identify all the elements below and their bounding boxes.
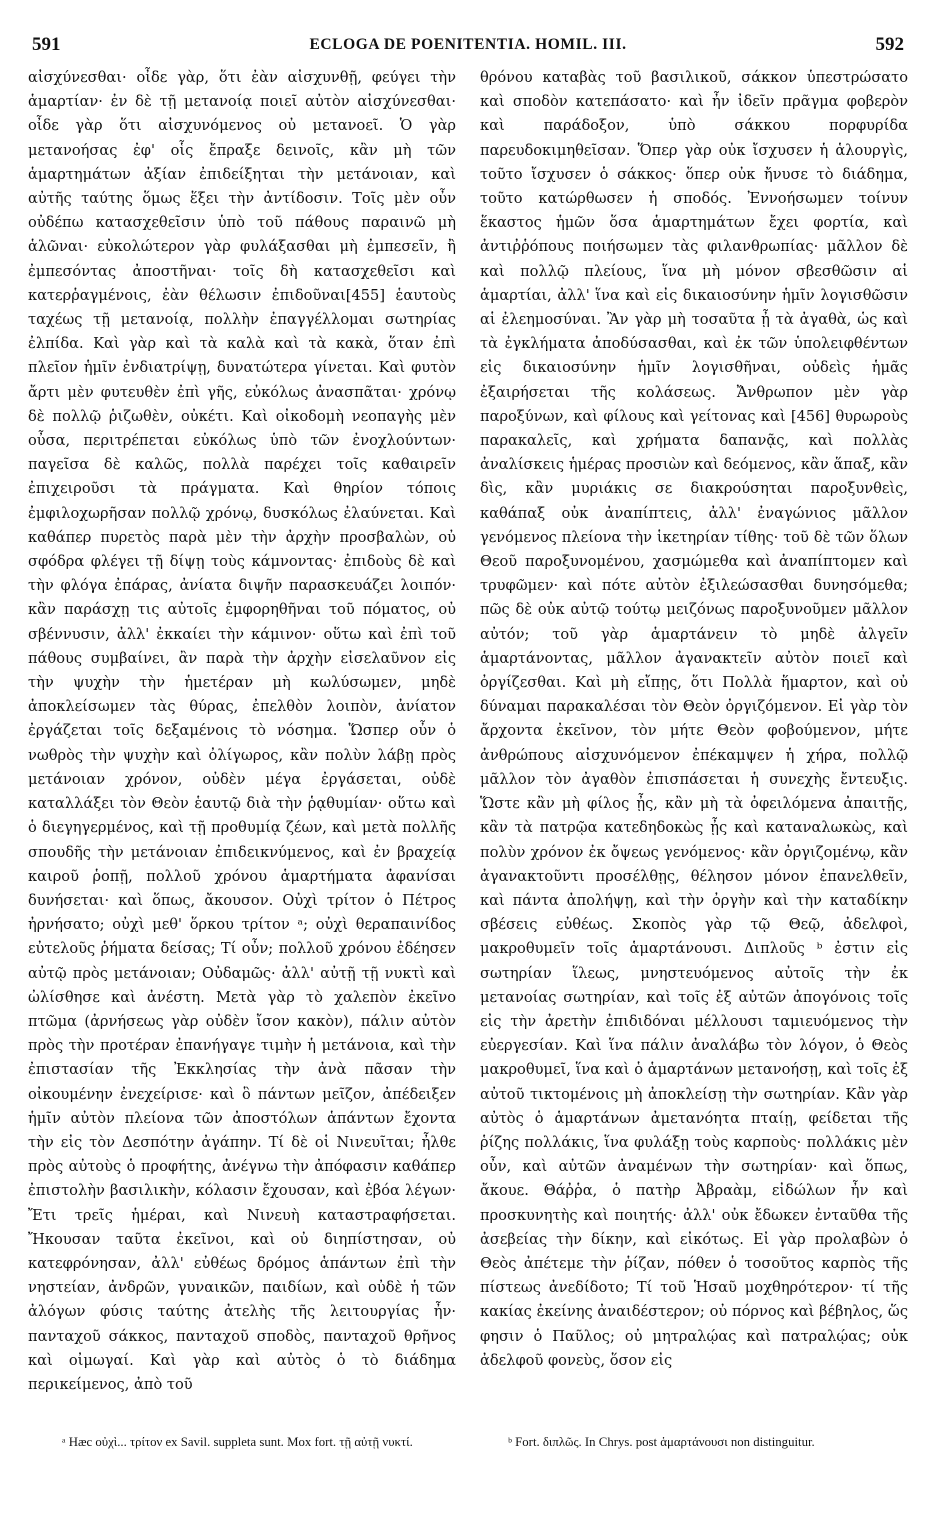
left-column-text: αἰσχύνεσθαι· οἶδε γὰρ, ὅτι ἐὰν αἰσχυνθῇ, φεύγει τὴν ἁμαρτίαν· ἐν δὲ τῇ μετανοίᾳ ποιεῖ αὐτὸν αἰσχύνεσθαι· οἶδε γὰρ ὅτι αἰσχυνόμενος οὐ μετανοεῖ. Ὁ γὰρ μετανοήσας ἐφ' οἷς ἔπραξε δεινοῖς, κἂν μὴ τῶν ἁμαρτημάτων ἀξίαν ἐπιδείξηται τὴν μετάνοιαν, καὶ αὐτῆς ταύτης ὅμως ἕξει τὴν ἀντίδοσιν. Τοῖς μὲν οὖν οὐδέπω κατασχεθεῖσιν ὑπὸ τοῦ πάθους παραινῶ μὴ ἁλῶναι· εὐκολώτερον γὰρ φυλάξασθαι μὴ ἐμπεσεῖν, ἢ ἐμπεσόντας ἀποστῆναι· τοῖς δὴ κατασχεθεῖσι καὶ κατερῥαγμένοις, ἐὰν θέλωσιν ἐπιδοῦναι[455] ἑαυτοὺς ταχέως τῇ μετανοίᾳ, πολλὴν ἐπαγγέλλομαι σωτηρίας ἐλπίδα. Καὶ γὰρ καὶ τὰ καλὰ καὶ τὰ κακὰ, ὅταν ἐπὶ πλεῖον ἡμῖν ἐνδιατρίψῃ, δυνατώτερα γίνεται. Καὶ φυτὸν ἄρτι μὲν φυτευθὲν ἐπὶ γῆς, εὐκόλως ἀνασπᾶται· χρόνῳ δὲ πολλῷ ῥιζωθὲν, οὐκέτι. Καὶ οἰκοδομὴ νεοπαγὴς μὲν οὖσα, περιτρέπεται εὐκόλως ὑπὸ τῶν ἐνοχλούντων· παγεῖσα δὲ καλῶς, πολλὰ παρέχει τοῖς καθαιρεῖν ἐπιχειροῦσι τὰ πράγματα. Καὶ θηρίον τόποις ἐμφιλοχωρῆσαν πολλῷ χρόνῳ, δυσκόλως ἐλαύνεται. Καὶ καθάπερ πυρετὸς παρὰ μὲν τὴν ἀρχὴν προσβαλὼν, οὐ σφόδρα φλέγει τῇ δίψῃ τοὺς κάμνοντας· ἐπιδοὺς δὲ καὶ τὴν φλόγα ἐπάρας, ἀνίατα διψῆν παρασκευάζει λοιπόν· κἂν παράσχῃ τις αὐτοῖς ἐμφορηθῆναι τοῦ πόματος, οὐ σβέννυσιν, ἀλλ' ἐκκαίει τὴν κάμινον· οὕτω καὶ ἐπὶ τοῦ πάθους συμβαίνει, ἂν παρὰ τὴν ἀρχὴν εἰσελαῦνον εἰς τὴν ψυχὴν τὴν ἡμετέραν μὴ κωλύσωμεν, μηδὲ ἀποκλείσωμεν τὰς θύρας, ἐπελθὸν λοιπὸν, ἀνίατον ἐργάζεται τοῖς δεξαμένοις τὸ νόσημα. Ὥσπερ οὖν ὁ νωθρὸς τὴν ψυχὴν καὶ ὀλίγωρος, κἂν πολὺν λάβῃ πρὸς μετάνοιαν χρόνον, οὐδὲν μέγα ἐργάσεται, οὐδὲ καταλλάξει τὸν Θεὸν ἑαυτῷ διὰ τὴν ῥᾳθυμίαν· οὕτω καὶ ὁ διεγηγερμένος, καὶ τῇ προθυμίᾳ ζέων, καὶ μετὰ πολλῆς σπουδῆς τὴν μετάνοιαν ἐπιδεικνύμενος, καὶ ἐν βραχείᾳ καιροῦ ῥοπῇ, πολλοῦ χρόνου ἁμαρτήματα ἀφανίσαι δυνήσεται· καὶ ὅπως, ἄκουσον. Οὐχὶ τρίτον ὁ Πέτρος ἠρνήσατο; οὐχὶ μεθ' ὅρκου τρίτον ᵃ; οὐχὶ θεραπαινίδος εὐτελοῦς ῥήματα δείσας; Τί οὖν; πολλοῦ χρόνου ἐδέησεν αὐτῷ πρὸς μετάνοιαν; Οὐδαμῶς· ἀλλ' αὐτῇ τῇ νυκτὶ καὶ ὠλίσθησε καὶ ἀνέστη. Μετὰ γὰρ τὸ χαλεπὸν ἐκεῖνο πτῶμα (ἀρνήσεως γὰρ οὐδὲν ἴσον κακὸν), πάλιν αὐτὸν πρὸς τὴν προτέραν ἐπανήγαγε τιμὴν ἡ μετάνοια, καὶ τὴν ἐπιστασίαν τῆς Ἐκκλησίας τὴν ἀνὰ πᾶσαν τὴν οἰκουμένην ἐνεχείρισε· καὶ ὃ πάντων μεῖζον, ἀπέδειξεν ἡμῖν αὐτὸν πλείονα τῶν ἀποστόλων ἁπάντων ἔχοντα τὴν εἰς τὸν Δεσπότην ἀγάπην. Τί δὲ οἱ Νινευῖται; ἦλθε πρὸς αὐτοὺς ὁ προφήτης, ἀνέγνω τὴν ἀπόφασιν καθάπερ ἐπιστολὴν βασιλικὴν, κόλασιν ἔχουσαν, καὶ ἐβόα λέγων· Ἔτι τρεῖς ἡμέραι, καὶ Νινευὴ καταστραφήσεται. Ἤκουσαν ταῦτα ἐκεῖνοι, καὶ οὐ διηπίστησαν, οὐ κατεφρόνησαν, ἀλλ' εὐθέως δρόμος ἁπάντων ἐπὶ τὴν νηστείαν, ἀνδρῶν, γυναικῶν, παιδίων, καὶ οὐδὲ ἡ τῶν ἀλόγων φύσις ταύτης ἀτελὴς τῆς λειτουργίας ἦν· πανταχοῦ σάκκος, πανταχοῦ σποδὸς, πανταχοῦ θρῆνος καὶ οἰμωγαί. Καὶ γὰρ καὶ αὐτὸς ὁ τὸ διάδημα περικείμενος, ἀπὸ τοῦ — [28, 69, 456, 1393]
left-column — [28, 66, 456, 1397]
text-columns — [28, 66, 908, 1397]
right-column — [480, 66, 908, 1397]
running-title: ECLOGA DE POENITENTIA. HOMIL. III. — [309, 36, 627, 53]
page-number-left: 591 — [32, 34, 61, 55]
page-number-right: 592 — [875, 34, 904, 55]
footnote-b: ᵇ Fort. διπλῶς. In Chrys. post ἁμαρτάνουσι non distinguitur. — [508, 1435, 815, 1449]
footnotes — [28, 1434, 908, 1451]
page-header — [28, 34, 908, 60]
right-column-text: θρόνου καταβὰς τοῦ βασιλικοῦ, σάκκον ὑπεστρώσατο καὶ σποδὸν κατεπάσατο· καὶ ἦν ἰδεῖν πρᾶγμα φοβερὸν καὶ παράδοξον, ὑπὸ σάκκου πορφυρίδα παρευδοκιμηθεῖσαν. Ὅπερ γὰρ οὐκ ἴσχυσεν ἡ ἁλουργὶς, τοῦτο ἴσχυσεν ὁ σάκκος· ὅπερ οὐκ ἤνυσε τὸ διάδημα, τοῦτο κατώρθωσεν ἡ σποδός. Ἐννοήσωμεν τοίνυν ἕκαστος ἡμῶν ὅσα ἁμαρτημάτων ἔχει φορτία, καὶ ἀντιῤῥόπους ποιήσωμεν τὰς φιλανθρωπίας· μᾶλλον δὲ καὶ πολλῷ πλείους, ἵνα μὴ μόνον σβεσθῶσιν αἱ ἁμαρτίαι, ἀλλ' ἵνα καὶ εἰς δικαιοσύνην ἡμῖν λογισθῶσιν αἱ ἐλεημοσύναι. Ἂν γὰρ μὴ τοσαῦτα ᾖ τὰ ἀγαθὰ, ὡς καὶ τὰ ἐγκλήματα ἀποδύσασθαι, καὶ ἐκ τῶν ὑπολειφθέντων εἰς δικαιοσύνην ἡμῖν λογισθῆναι, οὐδεὶς ἡμᾶς ἐξαιρήσεται τῆς κολάσεως. Ἄνθρωπον μὲν γὰρ παροξύνων, καὶ φίλους καὶ γείτονας καὶ [456] θυρωροὺς παρακαλεῖς, καὶ χρήματα δαπανᾷς, καὶ πολλὰς ἀναλίσκεις ἡμέρας προσιὼν καὶ δεόμενος, κἂν ἅπαξ, κἂν δὶς, κἂν μυριάκις σε διακρούσηται παροξυνθεὶς, καθάπαξ οὐκ ἀναπίπτεις, ἀλλ' ἐναγώνιος μᾶλλον γενόμενος πλείονα τὴν ἱκετηρίαν τίθης· τοῦ δὲ τῶν ὅλων Θεοῦ παροξυνομένου, χασμώμεθα καὶ ἀναπίπτομεν καὶ τρυφῶμεν· καὶ πότε αὐτὸν ἐξιλεώσασθαι δυνησόμεθα; πῶς δὲ οὐκ αὐτῷ τούτῳ μειζόνως παροξυνοῦμεν μᾶλλον αὐτόν; τοῦ γὰρ ἁμαρτάνειν τὸ μηδὲ ἀλγεῖν ἁμαρτάνοντας, μᾶλλον ἀγανακτεῖν αὐτὸν ποιεῖ καὶ ὀργίζεσθαι. Καὶ μὴ εἴπῃς, ὅτι Πολλὰ ἥμαρτον, καὶ οὐ δύναμαι παρακαλέσαι τὸν Θεὸν ὀργιζόμενον. Εἰ γὰρ τὸν ἄρχοντα ἐκεῖνον, τὸν μήτε Θεὸν φοβούμενον, μήτε ἀνθρώπους αἰσχυνόμενον ἐπέκαμψεν ἡ χήρα, πολλῷ μᾶλλον τὸν ἀγαθὸν ἐπισπάσεται ἡ συνεχὴς ἔντευξις. Ὥστε κἂν μὴ φίλος ᾖς, κἂν μὴ τὰ ὀφειλόμενα ἀπαιτῇς, κἂν τὰ πατρῷα κατεδηδοκὼς ᾖς καὶ καταναλωκὼς, καὶ πολὺν χρόνον ἐκ ὄψεως γενόμενος· κἂν ὀργιζομένῳ, κἂν ἀγανακτοῦντι προσέλθῃς, θέλησον μόνον ἐπανελθεῖν, καὶ πάντα ἀπολήψῃ, καὶ τὴν ὀργὴν καὶ τὴν καταδίκην σβέσεις εὐθέως. Σκοπὸς γὰρ τῷ Θεῷ, ἀδελφοὶ, μακροθυμεῖν τοῖς ἁμαρτάνουσι. Διπλοῦς ᵇ ἐστιν εἰς σωτηρίαν ἵλεως, μνηστευόμενος αὐτοῖς τὴν ἐκ μετανοίας σωτηρίαν, καὶ τοῖς ἐξ αὐτῶν ἀπογόνοις τοῖς εἰς τὴν ἀρετὴν ἐπιδιδόναι μέλλουσι ταμιευόμενος τὴν εὐεργεσίαν. Καὶ ἵνα πάλιν ἀναλάβω τὸν λόγον, ὁ Θεὸς μακροθυμεῖ, ἵνα καὶ ὁ ἁμαρτάνων μετανοήσῃ, καὶ τοῖς ἐξ αὐτοῦ τικτομένοις μὴ ἀποκλείσῃ τὴν σωτηρίαν. Κἂν γὰρ αὐτὸς ὁ ἁμαρτάνων ἀμετανόητα πταίῃ, φείδεται τῆς ῥίζης πολλάκις, ἵνα φυλάξῃ τοὺς καρποὺς· πολλάκις μὲν οὖν, καὶ αὐτῶν ἀναμένων τὴν σωτηρίαν· καὶ ὅπως, ἄκουε. Θάῤῥα, ὁ πατὴρ Ἀβραὰμ, εἰδώλων ἦν καὶ προσκυνητὴς καὶ ποιητής· ἀλλ' οὐκ ἔδωκεν ἐνταῦθα τῆς ἀσεβείας τὴν δίκην, καὶ εἰκότως. Εἰ γὰρ προλαβὼν ὁ Θεὸς ἀπέτεμε τὴν ῥίζαν, πόθεν ὁ τοσοῦτος καρπὸς τῆς πίστεως ἀνεδίδοτο; Τί τοῦ Ἡσαῦ μοχθηρότερον· τί τῆς κακίας ἐκείνης ἀναιδέστερον; οὐ πόρνος καὶ βέβηλος, ὥς φησιν ὁ Παῦλος; οὐ μητραλῴας καὶ πατραλῴας; οὐκ ἀδελφοῦ φονεὺς, ὅσον εἰς — [480, 69, 908, 1369]
footnote-a: ᵃ Hæc οὐχὶ... τρίτον ex Savil. suppleta sunt. Mox fort. τῇ αὐτῇ νυκτί. — [62, 1435, 413, 1449]
